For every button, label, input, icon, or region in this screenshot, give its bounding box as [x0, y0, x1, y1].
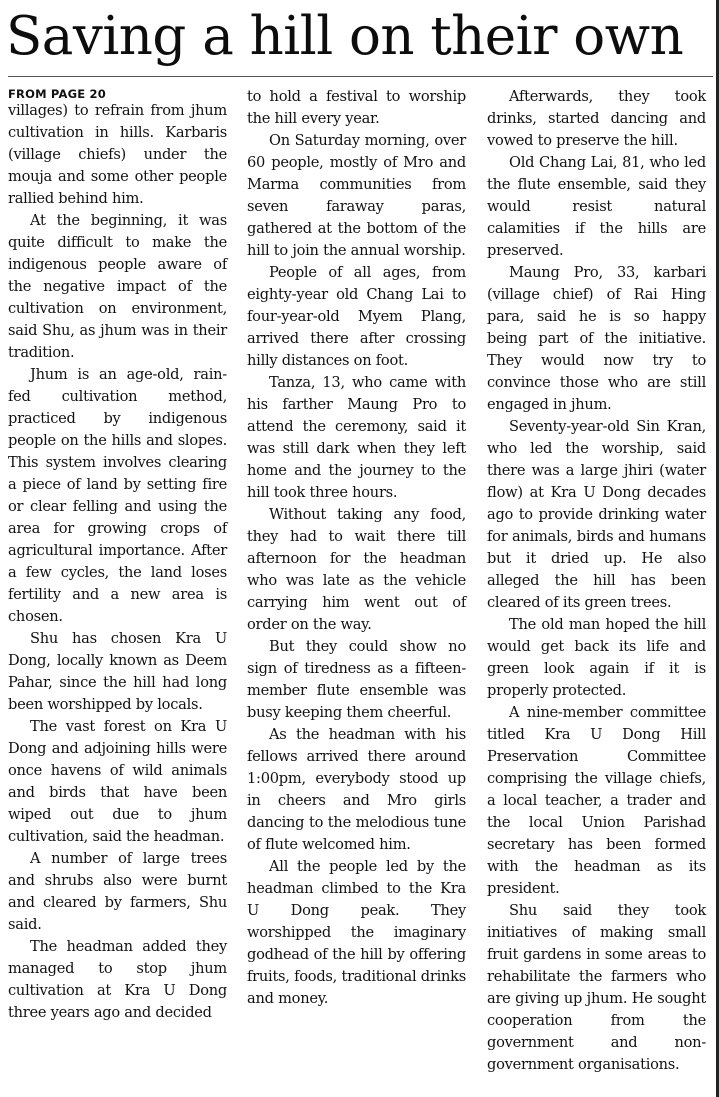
paragraph: The vast forest on Kra U Dong and adjoining hills were once havens of wild animals and birds that have been wiped out due to jhum cultivation, said the headman.	[8, 718, 227, 845]
paragraph: Afterwards, they took drinks, started dancing and vowed to preserve the hill.	[487, 88, 706, 149]
paragraph: A number of large trees and shrubs also were burnt and cleared by farmers, Shu said.	[8, 850, 227, 933]
paragraph: As the headman with his fellows arrived there around 1:00pm, everybody stood up in cheers and Mro girls dancing to the melodious tune of flute welcomed him.	[247, 726, 466, 853]
paragraph: On Saturday morning, over 60 people, mostly of Mro and Marma communities from seven faraway paras, gathered at the bottom of the hill to join the annual worship.	[247, 132, 466, 259]
article-column-3	[487, 86, 706, 1076]
paragraph: The headman added they managed to stop jhum cultivation at Kra U Dong three years ago and decided	[8, 938, 227, 1021]
paragraph: All the people led by the headman climbed to the Kra U Dong peak. They worshipped the imaginary godhead of the hill by offering fruits, foods, traditional drinks and money.	[247, 858, 466, 1007]
article-column-1	[8, 100, 227, 1024]
headline: Saving a hill on their own	[6, 6, 684, 67]
paragraph: Seventy-year-old Sin Kran, who led the worship, said there was a large jhiri (water flow) at Kra U Dong decades ago to provide drinking water for animals, birds and humans but it dried up. He also alleged the hill has been cleared of its green trees.	[487, 418, 706, 611]
paragraph: Old Chang Lai, 81, who led the flute ensemble, said they would resist natural calamities if the hills are preserved.	[487, 154, 706, 259]
paragraph: At the beginning, it was quite difficult to make the indigenous people aware of the negative impact of the cultivation on environment, said Shu, as jhum was in their tradition.	[8, 212, 227, 361]
paragraph: The old man hoped the hill would get back its life and green look again if it is properly protected.	[487, 616, 706, 699]
headline-rule	[8, 76, 713, 77]
paragraph: villages) to refrain from jhum cultivation in hills. Karbaris (village chiefs) under the mouja and some other people rallied behind him.	[8, 102, 227, 207]
jump-label: FROM PAGE 20	[8, 87, 106, 101]
article-column-2	[247, 86, 466, 1010]
paragraph: to hold a festival to worship the hill every year.	[247, 88, 466, 127]
paragraph: Shu said they took initiatives of making small fruit gardens in some areas to rehabilitate the farmers who are giving up jhum. He sought cooperation from the government and non-government organisations.	[487, 902, 706, 1073]
paragraph: Maung Pro, 33, karbari (village chief) of Rai Hing para, said he is so happy being part of the initiative. They would now try to convince those who are still engaged in jhum.	[487, 264, 706, 413]
paragraph: People of all ages, from eighty-year old Chang Lai to four-year-old Myem Plang, arrived there after crossing hilly distances on foot.	[247, 264, 466, 369]
paragraph: A nine-member committee titled Kra U Dong Hill Preservation Committee comprising the village chiefs, a local teacher, a trader and the local Union Parishad secretary has been formed with the headman as its president.	[487, 704, 706, 897]
paragraph: Jhum is an age-old, rain-fed cultivation method, practiced by indigenous people on the hills and slopes. This system involves clearing a piece of land by setting fire or clear felling and using the area for growing crops of agricultural importance. After a few cycles, the land loses fertility and a new area is chosen.	[8, 366, 227, 625]
paragraph: Shu has chosen Kra U Dong, locally known as Deem Pahar, since the hill had long been worshipped by locals.	[8, 630, 227, 713]
paragraph: But they could show no sign of tiredness as a fifteen-member flute ensemble was busy keeping them cheerful.	[247, 638, 466, 721]
paragraph: Without taking any food, they had to wait there till afternoon for the headman who was late as the vehicle carrying him went out of order on the way.	[247, 506, 466, 633]
paragraph: Tanza, 13, who came with his farther Maung Pro to attend the ceremony, said it was still dark when they left home and the journey to the hill took three hours.	[247, 374, 466, 501]
